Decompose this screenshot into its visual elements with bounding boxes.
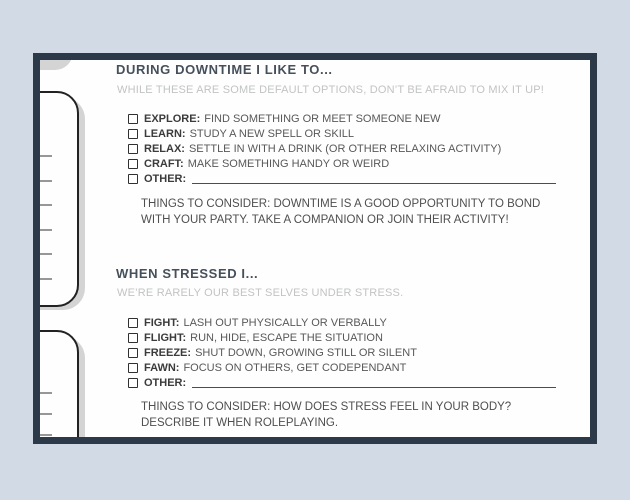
option-row-flight (128, 330, 556, 345)
write-line-tick (40, 253, 52, 255)
section-heading-downtime: DURING DOWNTIME I LIKE TO... (116, 62, 333, 77)
section-subtitle-stressed: WE’RE RARELY OUR BEST SELVES UNDER STRESS. (117, 287, 404, 299)
checkbox-fawn[interactable] (128, 363, 138, 373)
option-term: FLIGHT: (144, 331, 187, 344)
stress-note (141, 399, 591, 431)
cutoff-box-1 (33, 91, 79, 307)
note-line: DESCRIBE IT WHEN ROLEPLAYING. (141, 417, 339, 429)
option-term: EXPLORE: (144, 112, 201, 125)
note-line: THINGS TO CONSIDER: HOW DOES STRESS FEEL IN YOUR BODY? (141, 401, 512, 413)
section-heading-stressed: WHEN STRESSED I... (116, 266, 259, 281)
option-term: OTHER: (144, 376, 187, 389)
stress-options-list (128, 315, 556, 390)
write-line-tick (40, 278, 52, 280)
checkbox-explore[interactable] (128, 114, 138, 124)
option-desc: FOCUS ON OTHERS, GET CODEPENDANT (183, 361, 407, 374)
downtime-note (141, 196, 591, 228)
option-term: FIGHT: (144, 316, 180, 329)
other-write-in-line[interactable] (192, 378, 556, 388)
option-desc: LASH OUT PHYSICALLY OR VERBALLY (183, 316, 387, 329)
option-row-craft (128, 156, 556, 171)
write-line-tick (40, 434, 52, 436)
checkbox-flight[interactable] (128, 333, 138, 343)
option-term: FAWN: (144, 361, 180, 374)
write-line-tick (40, 413, 52, 415)
option-row-freeze (128, 345, 556, 360)
option-term: CRAFT: (144, 157, 184, 170)
option-row-other (128, 375, 556, 390)
checkbox-learn[interactable] (128, 129, 138, 139)
character-sheet-page (33, 53, 597, 444)
option-row-learn (128, 126, 556, 141)
option-desc: FIND SOMETHING OR MEET SOMEONE NEW (204, 112, 441, 125)
checkbox-relax[interactable] (128, 144, 138, 154)
write-line-tick (40, 229, 52, 231)
cutoff-box-top-shadow (33, 53, 73, 70)
write-line-tick (40, 155, 52, 157)
option-row-other (128, 171, 556, 186)
note-line: THINGS TO CONSIDER: DOWNTIME IS A GOOD OPPORTUNITY TO BOND (141, 198, 541, 210)
option-desc: SHUT DOWN, GROWING STILL OR SILENT (195, 346, 417, 359)
option-desc: MAKE SOMETHING HANDY OR WEIRD (187, 157, 390, 170)
option-term: OTHER: (144, 172, 187, 185)
downtime-options-list (128, 111, 556, 186)
page-content (40, 60, 590, 437)
option-desc: RUN, HIDE, ESCAPE THE SITUATION (190, 331, 383, 344)
write-line-tick (40, 180, 52, 182)
option-row-fight (128, 315, 556, 330)
write-line-tick (40, 204, 52, 206)
checkbox-other-stress[interactable] (128, 378, 138, 388)
option-desc: SETTLE IN WITH A DRINK (OR OTHER RELAXING ACTIVITY) (188, 142, 502, 155)
option-term: LEARN: (144, 127, 186, 140)
option-desc: STUDY A NEW SPELL OR SKILL (189, 127, 355, 140)
checkbox-other[interactable] (128, 174, 138, 184)
checkbox-freeze[interactable] (128, 348, 138, 358)
other-write-in-line[interactable] (192, 174, 556, 184)
note-line: WITH YOUR PARTY. TAKE A COMPANION OR JOIN THEIR ACTIVITY! (141, 214, 509, 226)
checkbox-fight[interactable] (128, 318, 138, 328)
option-row-fawn (128, 360, 556, 375)
checkbox-craft[interactable] (128, 159, 138, 169)
option-row-explore (128, 111, 556, 126)
option-row-relax (128, 141, 556, 156)
write-line-tick (40, 392, 52, 394)
option-term: RELAX: (144, 142, 185, 155)
section-subtitle-downtime: WHILE THESE ARE SOME DEFAULT OPTIONS, DON’T BE AFRAID TO MIX IT UP! (117, 84, 545, 96)
option-term: FREEZE: (144, 346, 192, 359)
cutoff-box-2 (33, 330, 79, 444)
